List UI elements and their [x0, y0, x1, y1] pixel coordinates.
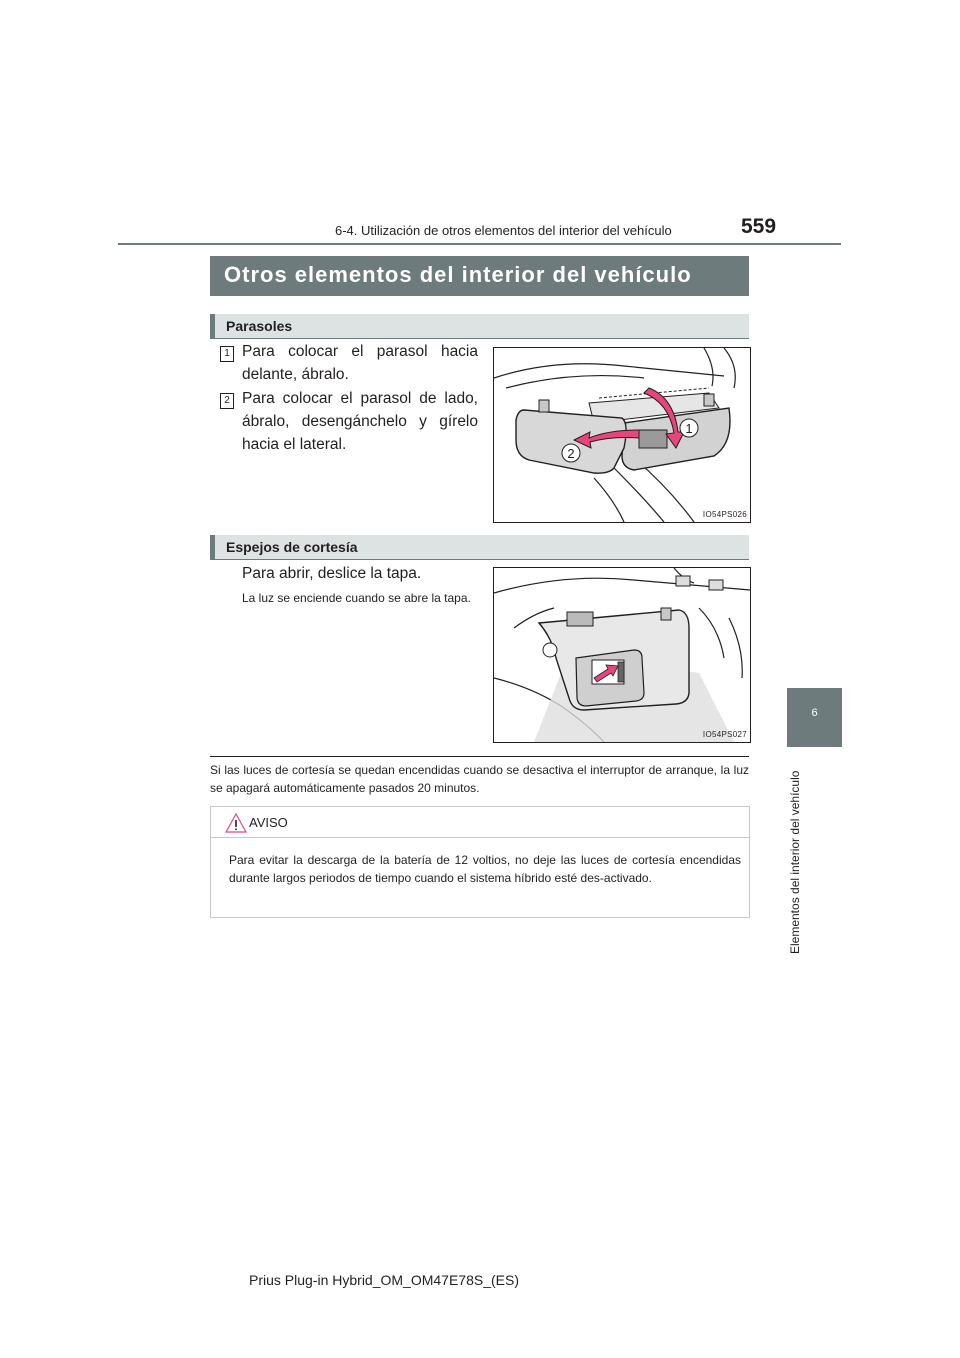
espejos-main-text: Para abrir, deslice la tapa.	[242, 565, 422, 582]
warning-icon	[225, 813, 247, 833]
figure-vanity-mirror	[493, 567, 751, 743]
callout-2: 2	[567, 446, 575, 461]
figure-code: IO54PS027	[702, 730, 747, 739]
section-heading-espejos: Espejos de cortesía	[210, 535, 749, 560]
chapter-tab-number: 6	[811, 707, 818, 719]
callout-1: 1	[685, 421, 693, 436]
espejos-sub-text: La luz se enciende cuando se abre la tapa.	[242, 591, 471, 605]
chapter-tab-label: Elementos del interior del vehículo	[788, 770, 802, 954]
page-number: 559	[741, 215, 777, 238]
sun-visor-illustration	[494, 348, 750, 522]
figure-code: IO54PS026	[702, 510, 747, 519]
section-heading-parasoles: Parasoles	[210, 314, 749, 339]
aviso-box	[210, 806, 750, 918]
figure-sun-visor	[493, 347, 751, 523]
page-title-bar	[210, 256, 749, 296]
step-text-1: Para colocar el parasol hacia delante, ábralo.	[242, 343, 478, 383]
aviso-title: AVISO	[249, 815, 288, 830]
page-title: Otros elementos del interior del vehículo	[224, 262, 692, 287]
note-divider	[210, 756, 749, 757]
aviso-text: Para evitar la descarga de la batería de 12 voltios, no deje las luces de cortesía encendidas durante largos periodos de tiempo cuando el sistema híbrido esté des-activado.	[229, 853, 741, 885]
vanity-mirror-illustration	[494, 568, 750, 742]
step-text-2: Para colocar el parasol de lado, ábralo, desengánchelo y gírelo hacia el lateral.	[242, 390, 478, 453]
step-number-2: 2	[220, 393, 234, 409]
footer-manual-id: Prius Plug-in Hybrid_OM_OM47E78S_(ES)	[249, 1272, 519, 1288]
running-header: 6-4. Utilización de otros elementos del interior del vehículo	[335, 223, 672, 238]
step-number-1: 1	[220, 346, 234, 362]
aviso-rule	[211, 837, 749, 838]
note-text: Si las luces de cortesía se quedan encendidas cuando se desactiva el interruptor de arranque, la luz se apagará automáticamente pasados 20 minutos.	[210, 763, 749, 795]
header-rule	[118, 243, 841, 245]
